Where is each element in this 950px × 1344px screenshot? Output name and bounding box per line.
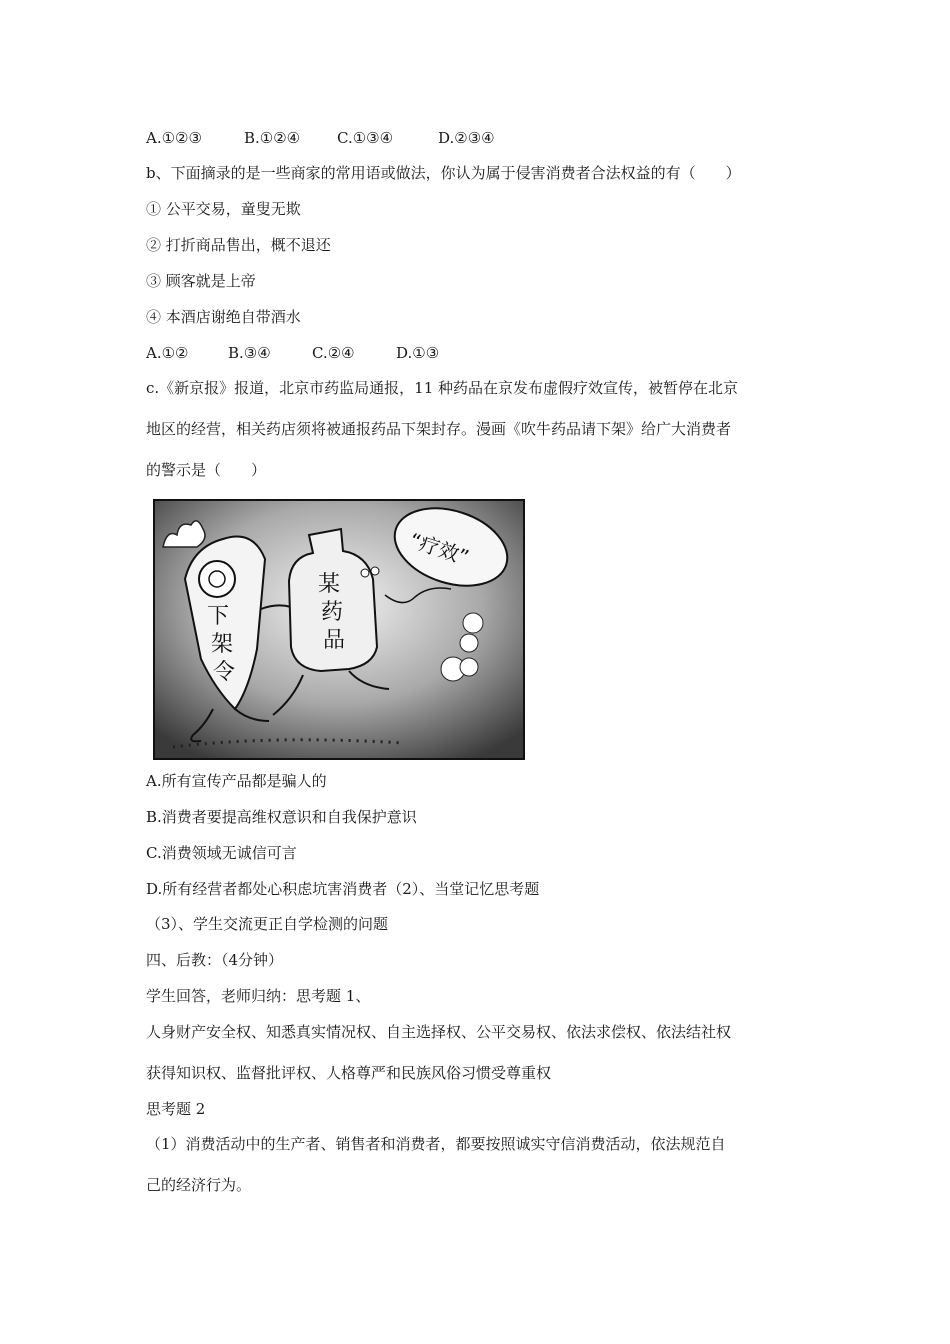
option-b: B.③④ (228, 344, 271, 362)
option-c: C.①③④ (337, 129, 394, 147)
rights-line-2: 获得知识权、监督批评权、人格尊严和民族风俗习惯受尊重权 (146, 1064, 552, 1082)
option-c: C.②④ (312, 344, 355, 362)
question-b-item-2: ② 打折商品售出，概不退还 (146, 236, 331, 254)
question-c-stem-1: c.《新京报》报道，北京市药监局通报，11 种药品在京发布虚假疗效宣传，被暂停在北京 (146, 379, 739, 397)
rights-line-1: 人身财产安全权、知悉真实情况权、自主选择权、公平交易权、依法求偿权、依法结社权 (146, 1023, 732, 1041)
order-label-3: 令 (213, 660, 236, 685)
drug-label-3: 品 (323, 628, 346, 653)
drug-label-1: 某 (318, 572, 341, 597)
question-c-stem-2: 地区的经营，相关药店须将被通报药品下架封存。漫画《吹牛药品请下架》给广大消费者 (146, 420, 732, 438)
option-a: A.①②③ (146, 129, 202, 147)
section-heading: 四、后教：（4分钟） (146, 951, 284, 969)
question-c-option-d: D.所有经营者都处心积虑坑害消费者（2）、当堂记忆思考题 (146, 880, 540, 898)
order-label-2: 架 (211, 632, 234, 657)
option-d: D.①③ (396, 344, 440, 362)
thinking-question-2-line-2: 己的经济行为。 (146, 1176, 252, 1194)
question-c-option-b: B.消费者要提高维权意识和自我保护意识 (146, 808, 417, 826)
cartoon-image (153, 499, 525, 760)
question-c-stem-3: 的警示是（ ） (146, 461, 267, 479)
prev-question-options (146, 128, 495, 148)
question-b-stem: b、下面摘录的是一些商家的常用语或做法，你认为属于侵害消费者合法权益的有（ ） (146, 164, 741, 182)
thinking-question-1-intro: 学生回答，老师归纳：思考题 1、 (146, 987, 371, 1005)
option-b: B.①②④ (244, 129, 301, 147)
thinking-question-2-line-1: （1）消费活动中的生产者、销售者和消费者，都要按照诚实守信消费活动，依法规范自 (146, 1135, 726, 1153)
question-b-item-3: ③ 顾客就是上帝 (146, 272, 256, 290)
thinking-question-2-title: 思考题 2 (146, 1100, 206, 1118)
option-d: D.②③④ (438, 129, 495, 147)
question-c-option-a: A.所有宣传产品都是骗人的 (146, 772, 327, 790)
balloon-label: “疗效” (406, 528, 472, 570)
question-b-item-1: ① 公平交易，童叟无欺 (146, 200, 301, 218)
order-label-1: 下 (207, 604, 230, 629)
step-3: （3）、学生交流更正自学检测的问题 (146, 915, 389, 933)
question-c-option-c: C.消费领域无诚信可言 (146, 844, 297, 862)
option-a: A.①② (146, 344, 189, 362)
question-b-options (146, 343, 439, 363)
drug-label-2: 药 (321, 600, 344, 625)
question-b-item-4: ④ 本酒店谢绝自带酒水 (146, 308, 301, 326)
